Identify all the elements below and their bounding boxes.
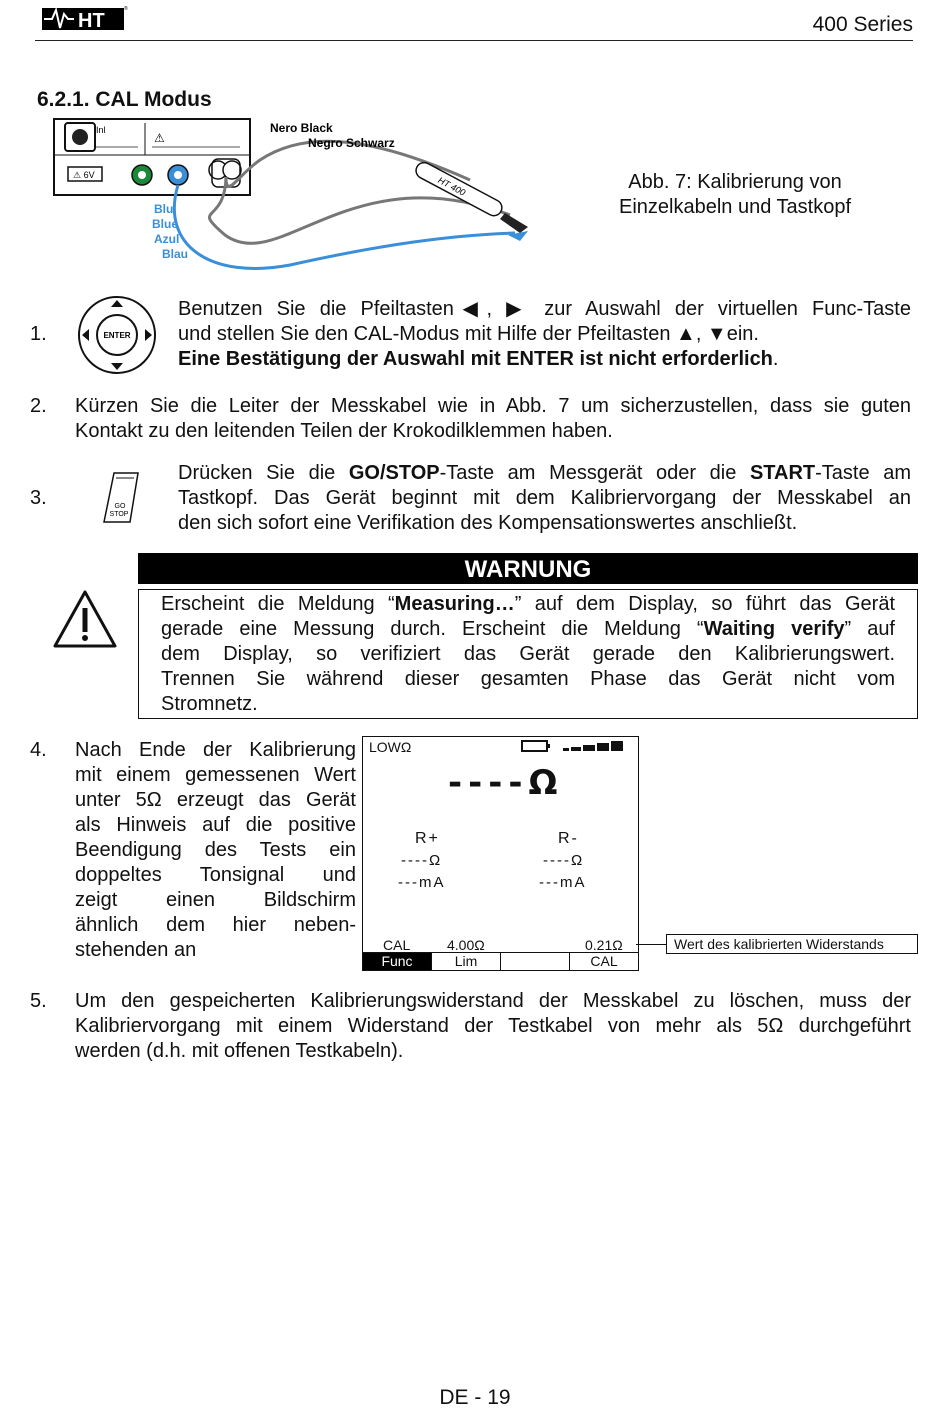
softkey-bar [363, 952, 638, 970]
step-2-text: Kürzen Sie die Leiter der Messkabel wie in Abb. 7 um sicherzustellen, dass sie guten Kontakt zu den leitenden Teilen der Krokodilklemmen haben. [75, 395, 911, 442]
svg-text:GO: GO [114, 503, 126, 510]
step-1-number: 1. [30, 323, 47, 345]
step-5-number: 5. [30, 990, 47, 1012]
display-main-value: ----Ω [448, 763, 564, 803]
r-minus-value: ----Ω [543, 852, 585, 869]
signal-bars-icon [561, 740, 627, 752]
svg-text:ENTER: ENTER [103, 331, 131, 340]
display-mode: LOWΩ [369, 739, 412, 755]
label-black: Nero Black [270, 121, 333, 135]
svg-text:STOP: STOP [109, 511, 129, 518]
softkey-empty[interactable] [501, 953, 570, 970]
go-stop-key-icon [100, 470, 142, 528]
svg-text:⚠ 6V: ⚠ 6V [73, 170, 95, 180]
step-4-text: Nach Ende der Kalibrierung mit einem gemessenen Wert unter 5Ω erzeugt das Gerät als Hinweis auf die positive Beendigung des Tests ein doppeltes Tonsignal und zeigt einen Bildschirm ähnlich dem hier neben- stehenden an [75, 739, 356, 961]
step-4-number: 4. [30, 739, 47, 761]
step-3-text: Drücken Sie die GO/STOP-Taste am Messgerät oder die START-Taste am Tastkopf. Das Gerät beginnt mit dem Kalibriervorgang der Messkabel an den sich sofort eine Verifikation des Kompensationswertes anschließt. [178, 462, 911, 534]
label-black-2: Negro Schwarz [308, 136, 395, 150]
svg-text:HT 400: HT 400 [436, 175, 468, 198]
step-3-number: 3. [30, 487, 47, 509]
svg-text:Inl: Inl [96, 125, 106, 135]
ht-logo [40, 4, 128, 32]
header-divider [35, 40, 913, 41]
callout-leader [636, 944, 666, 945]
softkey-func[interactable]: Func [363, 953, 432, 970]
r-plus-current: ---mA [398, 874, 446, 891]
instrument-display [362, 736, 639, 971]
logo-text: HT [78, 10, 105, 32]
battery-icon [521, 740, 551, 752]
enter-keypad-icon [74, 292, 160, 378]
softkey-lim[interactable]: Lim [432, 953, 501, 970]
softkey-cal[interactable]: CAL [590, 953, 618, 969]
step-5-text: Um den gespeicherten Kalibrierungswiderstand der Messkabel zu löschen, muss der Kalibriervorgang mit einem Widerstand der Testkabel von mehr als 5Ω durchgeführt werden (d.h. mit offenen Testkabeln). [75, 990, 911, 1062]
svg-text:⚠: ⚠ [154, 131, 165, 145]
label-blue-2: Blue [152, 217, 179, 231]
warning-triangle-icon [52, 588, 118, 650]
limit-value: 4.00Ω [447, 937, 485, 953]
figure-caption: Abb. 7: Kalibrierung von Einzelkabeln und Tastkopf [618, 171, 851, 218]
label-blue-3: Azul [154, 232, 180, 246]
cal-label: CAL [383, 937, 411, 953]
warning-title: WARNUNG [138, 553, 918, 584]
series-label: 400 Series [812, 13, 913, 36]
step-1-text: Benutzen Sie die Pfeiltasten◀, ▶ zur Auswahl der virtuellen Func-Taste und stellen Sie den CAL-Modus mit Hilfe der Pfeiltasten ▲, ▼ein. Eine Bestätigung der Auswahl mit ENTER ist nicht erforderlich. [178, 298, 911, 370]
svg-text:®: ® [124, 6, 128, 12]
warning-text: Erscheint die Meldung “Measuring…” auf dem Display, so führt das Gerät gerade eine Messung durch. Erscheint die Meldung “Waiting verify” auf dem Display, so verifiziert das Gerät gerade den Kalibrierungswert. Trennen Sie während dieser gesamten Phase das Gerät nicht vom Stromnetz. [161, 593, 895, 715]
step-2-number: 2. [30, 395, 47, 417]
r-plus-label: R+ [415, 830, 440, 847]
r-minus-current: ---mA [539, 874, 587, 891]
label-blue-4: Blau [162, 247, 189, 261]
calibration-figure [50, 115, 540, 280]
page-number: DE - 19 [439, 1386, 511, 1409]
r-minus-label: R- [558, 830, 579, 847]
label-blue-1: Blu [154, 202, 174, 216]
callout-calibrated-value: Wert des kalibrierten Widerstands [666, 934, 918, 954]
section-title: 6.2.1. CAL Modus [37, 88, 212, 111]
r-plus-value: ----Ω [401, 852, 443, 869]
cal-value: 0.21Ω [585, 937, 623, 953]
